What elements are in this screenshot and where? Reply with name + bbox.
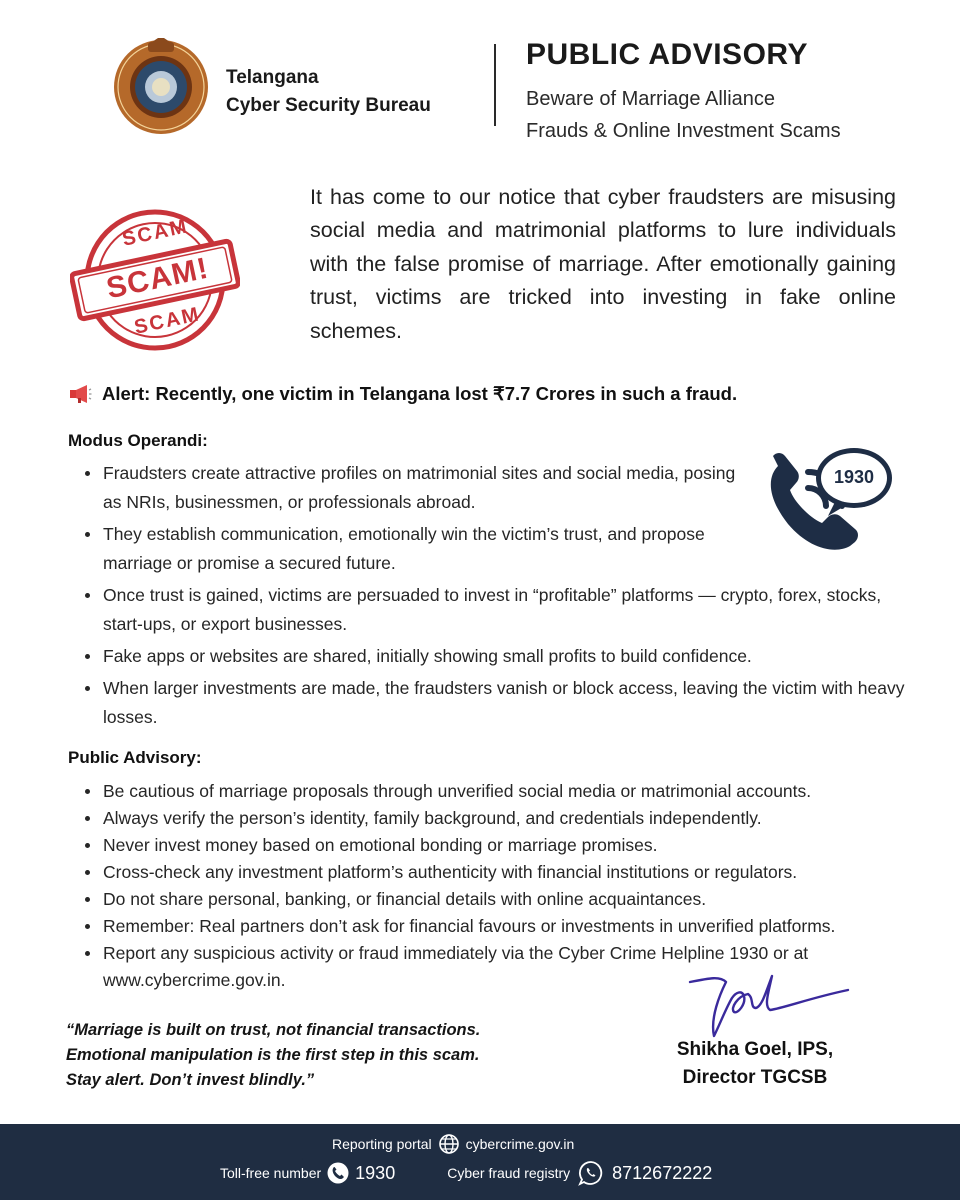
signatory-block <box>640 1036 870 1092</box>
stamp-bottom-text: SCAM <box>132 303 203 339</box>
footer-bar <box>0 1124 960 1200</box>
registry-number[interactable]: 8712672222 <box>612 1162 713 1183</box>
advisory-heading: Public Advisory: <box>68 748 202 767</box>
closing-quote <box>66 1018 480 1093</box>
footer-contact-row <box>220 1160 712 1186</box>
advisory-subtitle <box>526 83 841 147</box>
advisory-title: PUBLIC ADVISORY <box>526 38 808 71</box>
org-name-line1: Telangana <box>226 67 319 88</box>
megaphone-icon <box>68 384 92 404</box>
portal-link[interactable]: cybercrime.gov.in <box>465 1136 575 1152</box>
signatory-designation: Director TGCSB <box>682 1067 828 1088</box>
signatory-name: Shikha Goel, IPS, <box>676 1039 834 1060</box>
advisory-item: Remember: Real partners don’t ask for financial favours or investments in unverified platforms. <box>68 913 888 940</box>
advisory-list <box>68 778 888 994</box>
tgcsb-emblem-logo <box>112 38 210 136</box>
advisory-subtitle-line1: Beware of Marriage Alliance <box>526 88 776 110</box>
scam-stamp-image <box>70 200 240 360</box>
advisory-item: Never invest money based on emotional bonding or marriage promises. <box>68 832 888 859</box>
stamp-top-text: SCAM <box>120 215 191 251</box>
modus-item: When larger investments are made, the fraudsters vanish or block access, leaving the victim with heavy losses. <box>68 674 908 732</box>
org-name <box>226 64 431 120</box>
header-divider <box>494 44 496 126</box>
registry-label: Cyber fraud registry <box>447 1165 571 1181</box>
handwritten-signature <box>680 968 855 1043</box>
modus-item: They establish communication, emotionally win the victim’s trust, and propose marriage or promise a secured future. <box>68 520 743 578</box>
quote-line1: “Marriage is built on trust, not financial transactions. <box>66 1021 481 1039</box>
intro-paragraph: It has come to our notice that cyber fraudsters are misusing social media and matrimonial platforms to lure individuals with the false promise of marriage. After emotionally gaining trust, victims are tricked into investing in fake online schemes. <box>310 185 896 343</box>
advisory-item: Do not share personal, banking, or financial details with online acquaintances. <box>68 886 888 913</box>
helpline-badge-number: 1930 <box>833 467 875 487</box>
advisory-item: Always verify the person’s identity, family background, and credentials independently. <box>68 805 888 832</box>
tollfree-number[interactable]: 1930 <box>355 1162 396 1183</box>
org-name-line2: Cyber Security Bureau <box>226 95 431 116</box>
footer-portal-row <box>332 1133 574 1155</box>
modus-item: Once trust is gained, victims are persuaded to invest in “profitable” platforms — crypto, forex, stocks, start-ups, or export businesses. <box>68 581 908 639</box>
helpline-phone-icon <box>758 436 898 556</box>
tollfree-label: Toll-free number <box>220 1165 322 1181</box>
advisory-item: Be cautious of marriage proposals through unverified social media or matrimonial accounts. <box>68 778 888 805</box>
quote-line2: Emotional manipulation is the first step in this scam. <box>66 1046 480 1064</box>
stamp-center-text: SCAM! <box>103 251 212 306</box>
quote-line3: Stay alert. Don’t invest blindly.” <box>66 1071 315 1089</box>
modus-item: Fake apps or websites are shared, initially showing small profits to build confidence. <box>68 642 908 671</box>
alert-line <box>68 383 737 405</box>
advisory-subtitle-line2: Frauds & Online Investment Scams <box>526 120 841 142</box>
globe-icon <box>438 1133 460 1155</box>
alert-text: Alert: Recently, one victim in Telangana lost ₹7.7 Crores in such a fraud. <box>102 383 738 404</box>
modus-heading: Modus Operandi: <box>68 431 208 450</box>
whatsapp-icon <box>578 1160 604 1186</box>
phone-icon <box>327 1162 349 1184</box>
modus-item: Fraudsters create attractive profiles on matrimonial sites and social media, posing as NRIs, businessmen, or professionals abroad. <box>68 459 743 517</box>
advisory-item: Cross-check any investment platform’s authenticity with financial institutions or regulators. <box>68 859 888 886</box>
advisory-item: Report any suspicious activity or fraud immediately via the Cyber Crime Helpline 1930 or at www.cybercrime.gov.in. <box>68 940 888 994</box>
portal-label: Reporting portal <box>332 1136 432 1152</box>
